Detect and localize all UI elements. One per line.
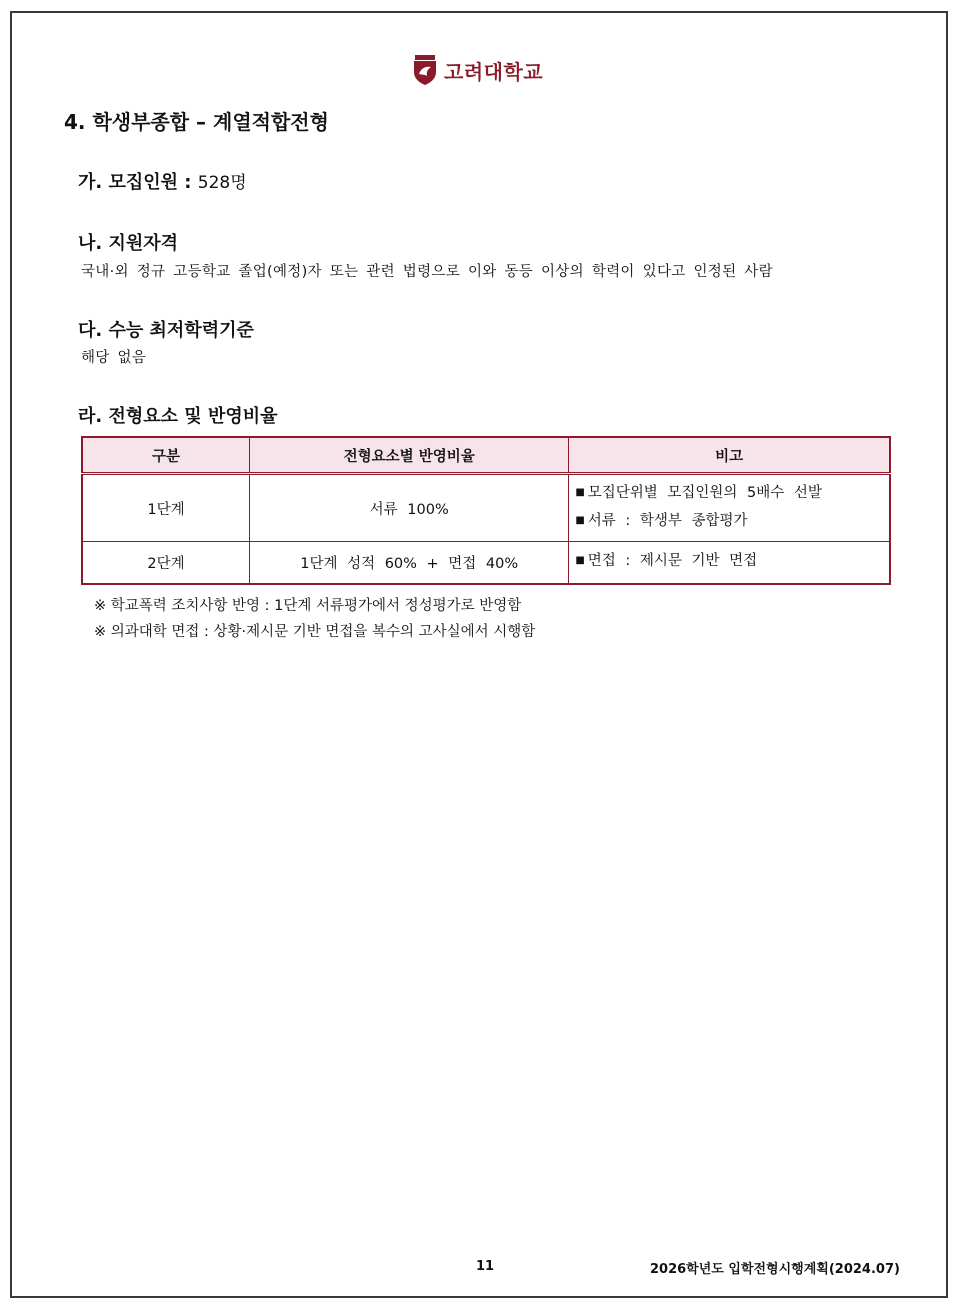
heading-ga-label: 가. 모집인원 : xyxy=(78,172,198,193)
table-row xyxy=(82,474,890,542)
note-bullet-item: ■ 면접 : 제시문 기반 면접 xyxy=(575,553,758,570)
bullet-square-icon: ■ xyxy=(575,515,585,526)
stage-cell: 1단계 xyxy=(82,474,250,542)
note-bullet-item: ■ 서류 : 학생부 종합평가 xyxy=(575,513,748,529)
stage-cell: 2단계 xyxy=(82,542,250,584)
crest-icon xyxy=(412,54,438,86)
page-number: 11 xyxy=(476,1259,495,1274)
selection-table xyxy=(81,436,891,585)
notes-cell xyxy=(569,542,890,584)
table-header-row xyxy=(82,437,890,474)
logo-text: 고려대학교 xyxy=(444,59,544,84)
section-title: 4. 학생부종합 – 계열적합전형 xyxy=(64,110,329,134)
note-medical-interview: ※ 의과대학 면접 : 상황·제시문 기반 면접을 복수의 고사실에서 시행함 xyxy=(94,624,536,640)
heading-ra: 라. 전형요소 및 반영비율 xyxy=(78,406,278,427)
heading-da: 다. 수능 최저학력기준 xyxy=(78,320,254,341)
header-notes: 비고 xyxy=(569,437,890,474)
footer-title: 2026학년도 입학전형시행계획(2024.07) xyxy=(650,1262,900,1277)
eligibility-text: 국내·외 정규 고등학교 졸업(예정)자 또는 관련 법령으로 이와 동등 이상의 학력이 있다고 인정된 사람 xyxy=(81,264,773,280)
table-row xyxy=(82,542,890,584)
page-frame xyxy=(10,11,948,1298)
recruit-count: 528명 xyxy=(197,173,247,193)
ratio-cell: 1단계 성적 60% + 면접 40% xyxy=(250,542,569,584)
university-logo xyxy=(412,53,543,87)
bullet-square-icon: ■ xyxy=(575,555,585,567)
heading-ga xyxy=(78,168,247,194)
note-school-violence: ※ 학교폭력 조치사항 반영 : 1단계 서류평가에서 정성평가로 반영함 xyxy=(94,598,522,614)
bullet-square-icon: ■ xyxy=(575,487,585,498)
csat-minimum-text: 해당 없음 xyxy=(81,350,147,366)
header-stage: 구분 xyxy=(82,437,250,474)
ratio-cell: 서류 100% xyxy=(250,474,569,542)
heading-na: 나. 지원자격 xyxy=(78,233,179,254)
note-bullet-item: ■ 모집단위별 모집인원의 5배수 선발 xyxy=(575,485,822,501)
header-ratio: 전형요소별 반영비율 xyxy=(250,437,569,474)
notes-cell xyxy=(569,474,890,542)
